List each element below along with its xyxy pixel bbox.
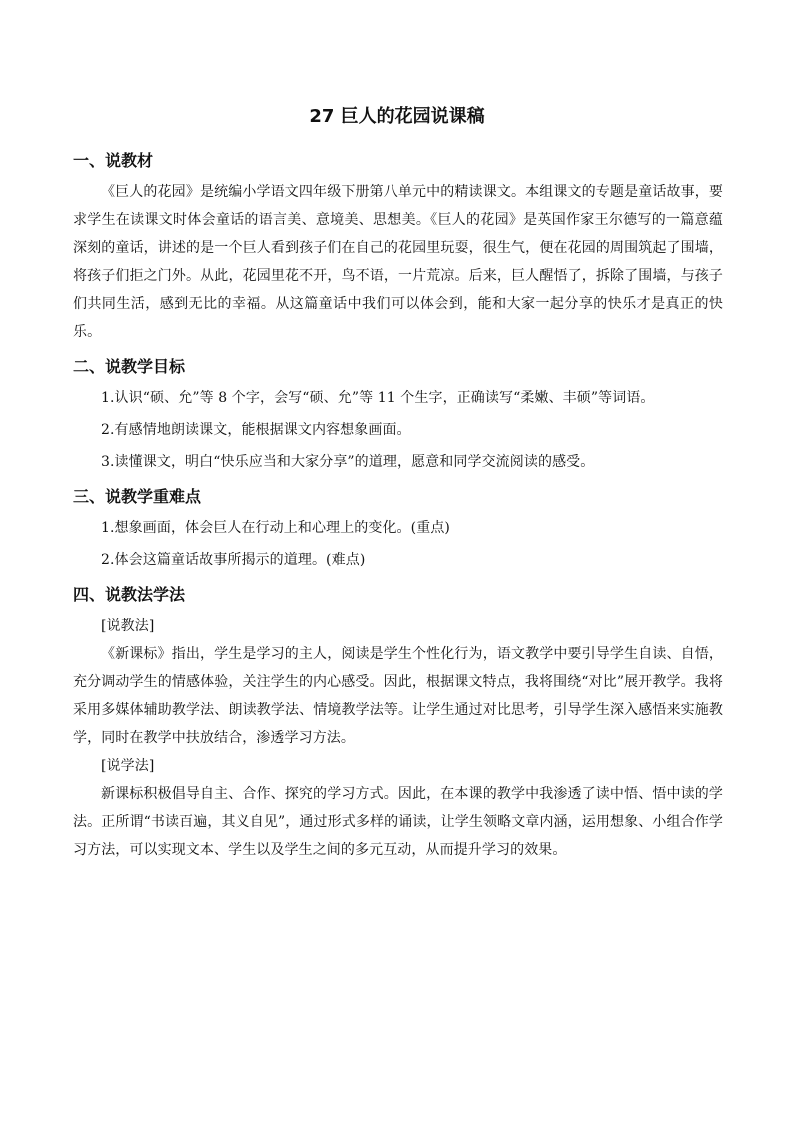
- section-paragraph: 新课标积极倡导自主、合作、探究的学习方式。因此，在本课的教学中我渗透了读中悟、悟中读的学法。正所谓“书读百遍，其义自见”，通过形式多样的诵读，让学生领略文章内涵，运用想象、小组合作学习方法，可以实现文本、学生以及学生之间的多元互动，从而提升学习的效果。: [73, 786, 723, 858]
- section-paragraph: 《新课标》指出，学生是学习的主人，阅读是学生个性化行为，语文教学中要引导学生自读、自悟，充分调动学生的情感体验，关注学生的内心感受。因此，根据课文特点，我将围绕“对比”展开教学。我将采用多媒体辅助教学法、朗读教学法、情境教学法等。让学生通过对比思考，引导学生深入感悟来实施教学，同时在教学中扶放结合，渗透学习方法。: [73, 646, 723, 746]
- section-heading: 四、说教法学法: [73, 585, 186, 604]
- document-body: [73, 146, 723, 864]
- subsection-label-learning-method: [说学法]: [101, 758, 155, 774]
- key-point-item: 1.想象画面，体会巨人在行动上和心理上的变化。(重点): [101, 520, 450, 536]
- section-heading: 一、说教材: [73, 151, 154, 170]
- section-teaching-objectives: [73, 352, 723, 476]
- objective-item: 3.读懂课文，明白“快乐应当和大家分享”的道理，愿意和同学交流阅读的感受。: [101, 454, 595, 470]
- section-heading: 三、说教学重难点: [73, 487, 202, 506]
- section-paragraph: 《巨人的花园》是统编小学语文四年级下册第八单元中的精读课文。本组课文的专题是童话故事，要求学生在读课文时体会童话的语言美、意境美、思想美。《巨人的花园》是英国作家王尔德写的一篇意蕴深刻的童话，讲述的是一个巨人看到孩子们在自己的花园里玩耍，很生气，便在花园的周围筑起了围墙，将孩子们拒之门外。从此，花园里花不开，鸟不语，一片荒凉。后来，巨人醒悟了，拆除了围墙，与孩子们共同生活，感到无比的幸福。从这篇童话中我们可以体会到，能和大家一起分享的快乐才是真正的快乐。: [73, 184, 723, 340]
- objective-item: 2.有感情地朗读课文，能根据课文内容想象画面。: [101, 422, 411, 438]
- difficult-point-item: 2.体会这篇童话故事所揭示的道理。(难点): [101, 552, 366, 568]
- section-key-difficult-points: [73, 482, 723, 574]
- subsection-label-teaching-method: [说教法]: [101, 618, 155, 634]
- section-methods: [73, 580, 723, 864]
- document-title: 27 巨人的花园说课稿: [309, 106, 485, 127]
- section-heading: 二、说教学目标: [73, 357, 186, 376]
- section-teaching-material: [73, 146, 723, 346]
- objective-item: 1.认识“硕、允”等 8 个字，会写“硕、允”等 11 个生字，正确读写“柔嫩、丰硕”等词语。: [101, 390, 655, 406]
